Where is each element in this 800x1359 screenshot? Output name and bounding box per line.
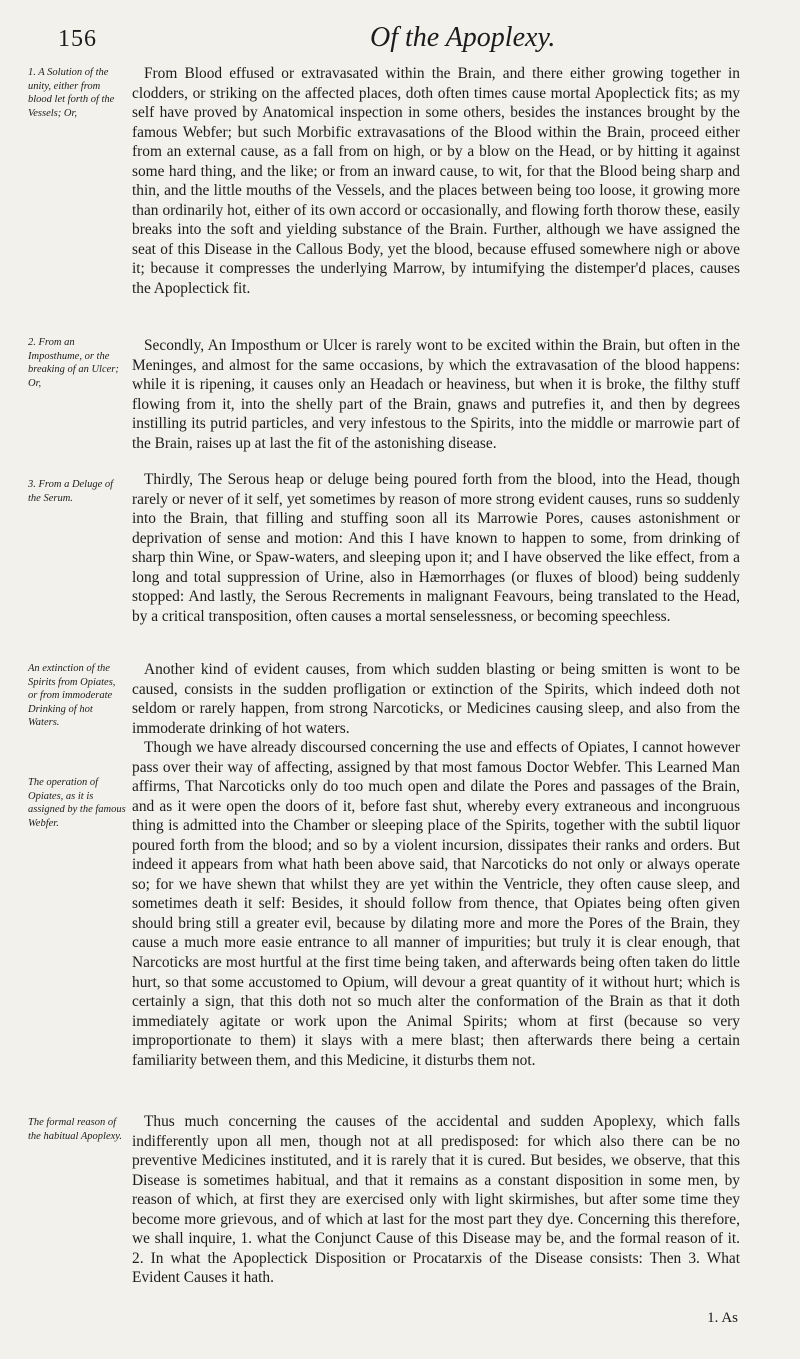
margin-note: 1. A Solution of the unity, either from blood let forth of the Vessels; Or, — [28, 67, 115, 119]
margin-note: The operation of Opiates, as it is assigned by the famous Webfer. — [28, 777, 126, 829]
margin-note: An extinction of the Spirits from Opiates, or from immoderate Drinking of hot Waters. — [28, 663, 116, 728]
page-number: 156 — [58, 26, 97, 52]
paragraph: Thus much concerning the causes of the accidental and sudden Apoplexy, which falls indifferently upon all men, though not at all predisposed: for which also there can be no preventive Medicines instituted, and it is rarely that it is cured. But besides, we observe, that this Disease is sometimes habitual, and that it remains as a constant disposition in some men, by reason of which, at first they are exercised only with light skirmishes, but after some time they become more grievous, and of which at last for the most part they dye. Concerning this therefore, we shall inquire, 1. what the Conjunct Cause of this Disease may be, and the formal reason of it. 2. In what the Apoplectick Disposition or Procatarxis of the Disease consists: Then 3. What Evident Causes it hath. — [132, 1113, 740, 1287]
margin-note: The formal reason of the habitual Apoplexy. — [28, 1117, 122, 1142]
page-header — [30, 18, 770, 58]
paragraph: Secondly, An Imposthum or Ulcer is rarely wont to be excited within the Brain, but often in the Meninges, and almost for the same occasions, by which the extravasation of the blood happens: while it is ripening, it causes only an Headach or heaviness, but when it is broke, the filthy stuff flowing from it, into the shelly part of the Brain, gnaws and putrefies it, and then by degrees instilling its putrid particles, and very infestous to the Spirits, into the middle or marrowie part of the Brain, raises up at last the fit of the astonishing disease. — [132, 337, 740, 452]
paragraph: Thirdly, The Serous heap or deluge being poured forth from the blood, into the Head, though rarely or never of it self, yet sometimes by reason of more strong evident causes, runs so suddenly into the Brain, that filling and stuffing soon all its Marrowie Pores, causes astonishment or deprivation of sense and motion: And this I have known to happen to some, from drinking of sharp thin Wine, or Spaw-waters, and sleeping upon it; and I have observed the like effect, from a long and total suppression of Urine, also in Hæmorrhages (or fluxes of blood) being suddenly stopped: And lastly, the Serous Recrements in malignant Feavours, being translated to the Head, by a critical transposition, often causes a mortal senselessness, or becoming speechless. — [132, 471, 740, 625]
running-title: Of the Apoplexy. — [370, 22, 556, 53]
paragraph: Though we have already discoursed concerning the use and effects of Opiates, I cannot however pass over their way of affecting, assigned by that most famous Doctor Webfer. This Learned Man affirms, That Narcoticks only do too much open and dilate the Pores and passages of the Brain, and as it were open the doors of it, before fast shut, whereby every extraneous and incongruous thing is admitted into the Chamber or sleeping place of the Spirits, together with the subtil liquor poured forth from the blood; and so by a violent incursion, dissipates their ranks and orders. But indeed it appears from what hath been above said, that Narcoticks do not only or always operate so; for we have shewn that whilst they are yet within the Ventricle, they often cause sleep, and sometimes death it self: Besides, it should follow from thence, that Opiates being often given should bring still a greater evil, because by dilating more and more the Pores of the Brain, they cause a much more easie entrance to all manner of impurities; but truly it is clear enough, that Narcoticks are most hurtful at the first time being taken, and afterwards being often taken do little hurt, so that some accustomed to Opium, will devour a great quantity of it without hurt; which is certainly a sign, that this doth not so much alter the conformation of the Brain as that it doth immediately agitate or work upon the Animal Spirits; whom at first (because so very improportionate to them) it slays with a mere blast; then afterwards there being a certain familiarity between them, and this Medicine, it disturbs them not. — [132, 739, 740, 1069]
catchword: 1. As — [707, 1310, 738, 1326]
margin-note: 2. From an Imposthume, or the breaking of an Ulcer; Or, — [28, 337, 119, 389]
margin-note: 3. From a Deluge of the Serum. — [28, 479, 114, 504]
paragraph: Another kind of evident causes, from which sudden blasting or being smitten is wont to be caused, consists in the sudden profligation or extinction of the Spirits, which indeed doth not seldom or rarely happen, from strong Narcoticks, or Medicines causing sleep, and also from the immoderate drinking of hot waters. — [132, 661, 740, 737]
paragraph: From Blood effused or extravasated within the Brain, and there either growing together in clodders, or striking on the affected places, doth often times cause mortal Apoplectick fits; as my self have proved by Anatomical inspection in some others, besides the instances brought by the famous Webfer; but such Morbific extravasations of the Blood within the Brain, proceed either from an external cause, as a fall from on high, or by a blow on the Head, or by hitting it against some hard thing, and the like; or from an inward cause, to wit, for that the Blood being sharp and thin, and the little mouths of the Vessels, and the places between being too loose, it growing more than ordinarily hot, either of its own accord or occasionally, and flowing forth thorow these, easily breaks into the soft and yielding substance of the Brain. Further, although we have assigned the seat of this Disease in the Callous Body, yet the blood, because effused somewhere nigh or above it; because it compresses the underlying Marrow, by intumifying the distemper'd places, causes the Apoplectick fit. — [132, 65, 740, 298]
